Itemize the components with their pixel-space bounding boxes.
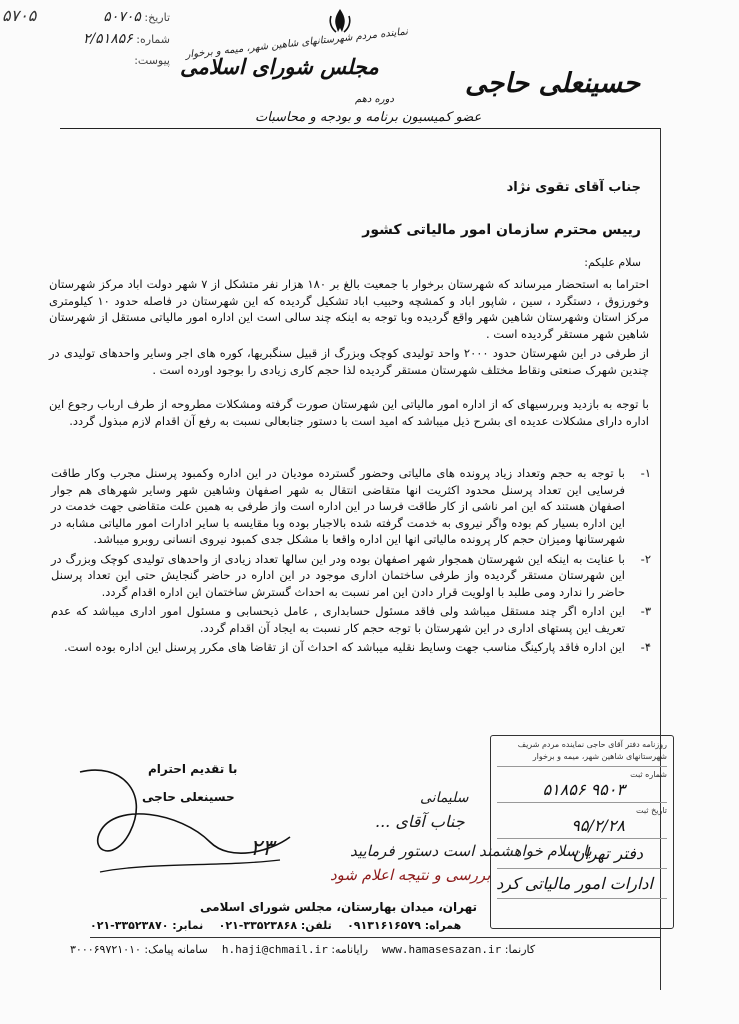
closing: با تقدیم احترام [148, 762, 238, 776]
paragraph-3: با توجه به بازدید وبررسیهای که از اداره امور مالیاتی این شهرستان صورت گرفته ومشکلات مطروحه از طرف ارباب رجوع این اداره دارای مشکلات عدیده ای بشرح ذیل میباشد که امید است با دستور جنابعالی نسبت به رفع آن اقدام لازم مبذول گردد. [49, 397, 649, 428]
number-value: ۲/۵۱۸۵۶ [82, 31, 133, 47]
list-item-number: ۳- [640, 604, 651, 618]
footer-rule [90, 937, 660, 938]
list-item-text: این اداره اگر چند مستقل میباشد ولی فاقد مسئول حسابداری , عامل ذیحسابی و مسئول امور اداری میباشد که عدم تعریف این پستهای اداری در این شهرستان با توجه حجم کار نسبت به ایجاد آن اقدام گردد. [51, 604, 625, 635]
header-rule [60, 128, 660, 129]
handwritten-number: ۲۳ [250, 836, 274, 861]
stamp-row1-label: شماره ثبت [630, 770, 667, 779]
letterhead-committee: عضو کمیسیون برنامه و بودجه و محاسبات [255, 110, 482, 125]
footer-email[interactable]: h.haji@chmail.ir [221, 943, 328, 956]
stamp-title: روزنامه دفتر آقای حاجی نماینده مردم شریف [517, 740, 667, 749]
number-row [60, 28, 170, 50]
margin-scribble: ۵۷۰۵ [2, 6, 37, 25]
list-item [51, 551, 651, 601]
footer-sms-label: سامانه پیامک: [144, 943, 208, 956]
paragraph-2: از طرفی در این شهرستان حدود ۲۰۰۰ واحد تولیدی کوچک وبزرگ از قبیل سنگبریها، کوره های اجر وسایر واحدهای تولیدی در چندین شهرک صنعتی ونقاط مختلف شهرستان مستقر گردیده لذا حجم کاری زیادی را بوجود اورده است . [49, 346, 649, 377]
date-value: ۵۰۷۰۵ [103, 9, 141, 25]
signer-name: حسینعلی حاجی [142, 790, 235, 804]
list-item-number: ۲- [640, 551, 651, 566]
letterhead-name: حسینعلی حاجی [465, 68, 641, 99]
letterhead-parliament: مجلس شورای اسلامی [180, 54, 379, 79]
issue-list [51, 465, 651, 659]
handwritten-note-line2: با سلام خواهشمند است دستور فرمایید [350, 842, 592, 860]
footer-mobile: همراه: ۰۹۱۳۱۶۱۶۵۷۹ [347, 919, 462, 932]
list-item [51, 603, 651, 636]
letter-meta [60, 6, 170, 72]
footer-sms: ۳۰۰۰۶۹۷۲۱۰۱۰ [70, 943, 141, 956]
paragraph-1: احتراما به استحضار میرساند که شهرستان برخوار با جمعیت بالغ بر ۱۸۰ هزار نفر متشکل از ۷ شهر دولت اباد مرکز شهرستان وخورزوق ، دستگرد ، سین ، شاپور اباد و کمشچه وحبیب اباد تشکیل گردیده که این شهرستان در فاصله حدود ۱۰ کیلومتری مرکز استان وشهرستان شاهین شهر واقع گردیده وبا توجه به اینکه چند سالی است این اداره امور مالیاتی مستقل از شهرستان شاهین شهر مستقر گردیده است . [49, 277, 650, 341]
number-label: شماره: [136, 33, 170, 46]
stamp-row4-value: ادارات امور مالیاتی کرد [496, 874, 653, 893]
addressee-position: رییس محترم سازمان امور مالیاتی کشور [362, 222, 641, 238]
footer-phone: تلفن: ۳۳۵۲۳۸۶۸-۰۲۱ [218, 919, 332, 932]
footer-phones [90, 919, 461, 932]
attachment-row [60, 50, 170, 72]
list-item-text: با توجه به حجم وتعداد زیاد پرونده های مالیاتی وحضور گسترده مودیان در این اداره وکمبود پرسنل مجرب وکار طاقت فرسایی این تعداد پرسنل محدود اکثریت انها متقاضی انتقال به شهر اصفهان وشاهین شهر وسایر شهرهای هم جوار اصفهان هستند که این امر ناشی از کار طاقت فرسا در این اداره است واز طرفی به همین علت متقاضی جهت خدمت در این اداره بسیار کم بوده واگر نیروی به خدمت گرفته شده بالاجبار بوده وبا مقایسه با سایر ادارات امور مالیاتی مشابه در شهرستانها ومیزان حجم کار پرونده مالیاتی انها این اداره واقعا با مشکل جدی کمبود نیروی انسانی روبرو میباشد. [51, 466, 625, 546]
stamp-row3-value: دفتر تهران [572, 844, 643, 863]
footer-email-label: رایانامه: [331, 943, 369, 956]
footer-contacts [70, 943, 535, 956]
footer-address: تهران، میدان بهارستان، مجلس شورای اسلامی [200, 900, 478, 914]
list-item [51, 465, 651, 548]
attachment-label: پیوست: [134, 54, 170, 67]
handwritten-note-line1: جناب آقای ... [375, 812, 465, 831]
addressee: جناب آقای تقوی نژاد [506, 180, 641, 195]
stamp-row1-value: ۹۵۰۳ ۵۱۸۵۶ [542, 780, 625, 799]
letterhead-term: دوره دهم [355, 94, 394, 105]
letterhead-constituency: نماینده مردم شهرستانهای شاهین شهر، میمه و برخوار [185, 26, 409, 61]
list-item [51, 639, 651, 656]
handwritten-note-name: سلیمانی [420, 790, 469, 806]
list-item-number: ۴- [640, 640, 651, 654]
registration-stamp [490, 735, 674, 929]
date-label: تاریخ: [144, 11, 170, 24]
stamp-subtitle: شهرستانهای شاهین شهر، میمه و برخوار [532, 752, 667, 761]
stamp-row2-label: تاریخ ثبت [636, 806, 667, 815]
handwritten-note-line3: بررسی و نتیجه اعلام شود [330, 866, 491, 884]
date-row [60, 6, 170, 28]
footer-website-label: کارنما: [504, 943, 536, 956]
footer-website[interactable]: www.hamasesazan.ir [382, 943, 502, 956]
greeting: سلام علیکم: [584, 256, 641, 269]
list-item-text: با عنایت به اینکه این شهرستان همجوار شهر اصفهان بوده ودر این سالها تعداد زیادی از واحدهای تولیدی کوچک وبزرگ در این شهرستان مستقر گردیده واز طرفی ساختمان اداری موجود در این اداره در حاضر گنجایش حتی این تعداد پرسنل حاضر را ندارد ومی طلبد با اولویت قرار دادن این امر نسبت به احداث گسترش ساختمان این اداره اقدام گردد. [51, 551, 625, 599]
list-item-text: این اداره فاقد پارکینگ مناسب جهت وسایط نقلیه میباشد که احداث آن از تقاضا های مکرر پرسنل این اداره بوده است. [64, 640, 625, 654]
signature [60, 742, 310, 892]
list-item-number: ۱- [640, 466, 651, 480]
stamp-row2-value: ۹۵/۲/۲۸ [571, 816, 625, 835]
footer-fax: نمابر: ۳۳۵۲۳۸۷۰-۰۲۱ [90, 919, 204, 932]
